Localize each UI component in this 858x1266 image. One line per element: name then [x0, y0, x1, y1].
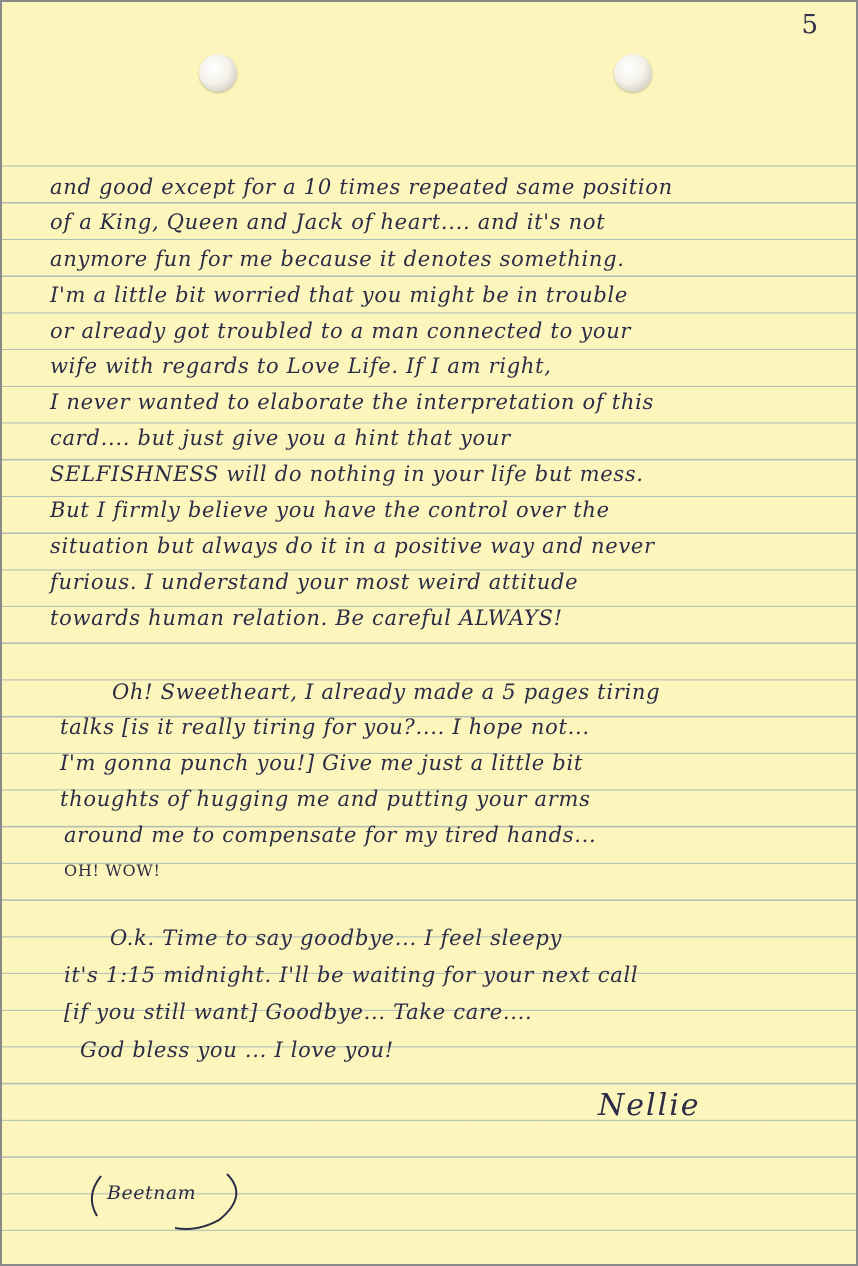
letter-line: situation but always do it in a positive way and never — [50, 534, 655, 558]
letter-line: I'm a little bit worried that you might be in trouble — [50, 283, 629, 307]
punch-hole-left — [199, 54, 237, 92]
letter-line: SELFISHNESS will do nothing in your life but mess. — [50, 462, 644, 486]
letter-line: around me to compensate for my tired hands... — [64, 823, 597, 847]
letter-line: and good except for a 10 times repeated same position — [50, 175, 673, 199]
letter-line: I never wanted to elaborate the interpretation of this — [50, 390, 654, 414]
letter-line: it's 1:15 midnight. I'll be waiting for your next call — [64, 963, 639, 987]
letter-line: towards human relation. Be careful ALWAYS! — [50, 606, 563, 630]
punch-hole-right — [614, 54, 652, 92]
letter-line: O.k. Time to say goodbye... I feel sleepy — [110, 926, 563, 950]
signature-block — [598, 1088, 701, 1123]
letter-line: OH! WOW! — [64, 861, 161, 880]
letter-line: card.... but just give you a hint that your — [50, 426, 511, 450]
name-note — [77, 1162, 245, 1232]
name-note-text: Beetnam — [107, 1182, 197, 1204]
letter-line: I'm gonna punch you!] Give me just a little bit — [60, 751, 584, 775]
letter-line: furious. I understand your most weird attitude — [50, 570, 579, 594]
letter-line: But I firmly believe you have the control over the — [50, 498, 610, 522]
letter-line: talks [is it really tiring for you?.... I hope not... — [60, 715, 590, 739]
letter-line: of a King, Queen and Jack of heart.... and it's not — [50, 210, 606, 234]
letter-line: or already got troubled to a man connected to your — [50, 319, 632, 343]
letter-line: anymore fun for me because it denotes something. — [50, 247, 625, 271]
letter-line: [if you still want] Goodbye... Take care.... — [64, 1000, 533, 1024]
letter-line: wife with regards to Love Life. If I am right, — [50, 354, 552, 378]
letter-line: thoughts of hugging me and putting your arms — [60, 787, 591, 811]
letter-line: God bless you ... I love you! — [80, 1038, 394, 1062]
letter-line: Oh! Sweetheart, I already made a 5 pages tiring — [112, 680, 661, 704]
top-margin — [2, 2, 856, 165]
page-number: 5 — [801, 10, 818, 40]
signature: Nellie — [598, 1088, 701, 1123]
